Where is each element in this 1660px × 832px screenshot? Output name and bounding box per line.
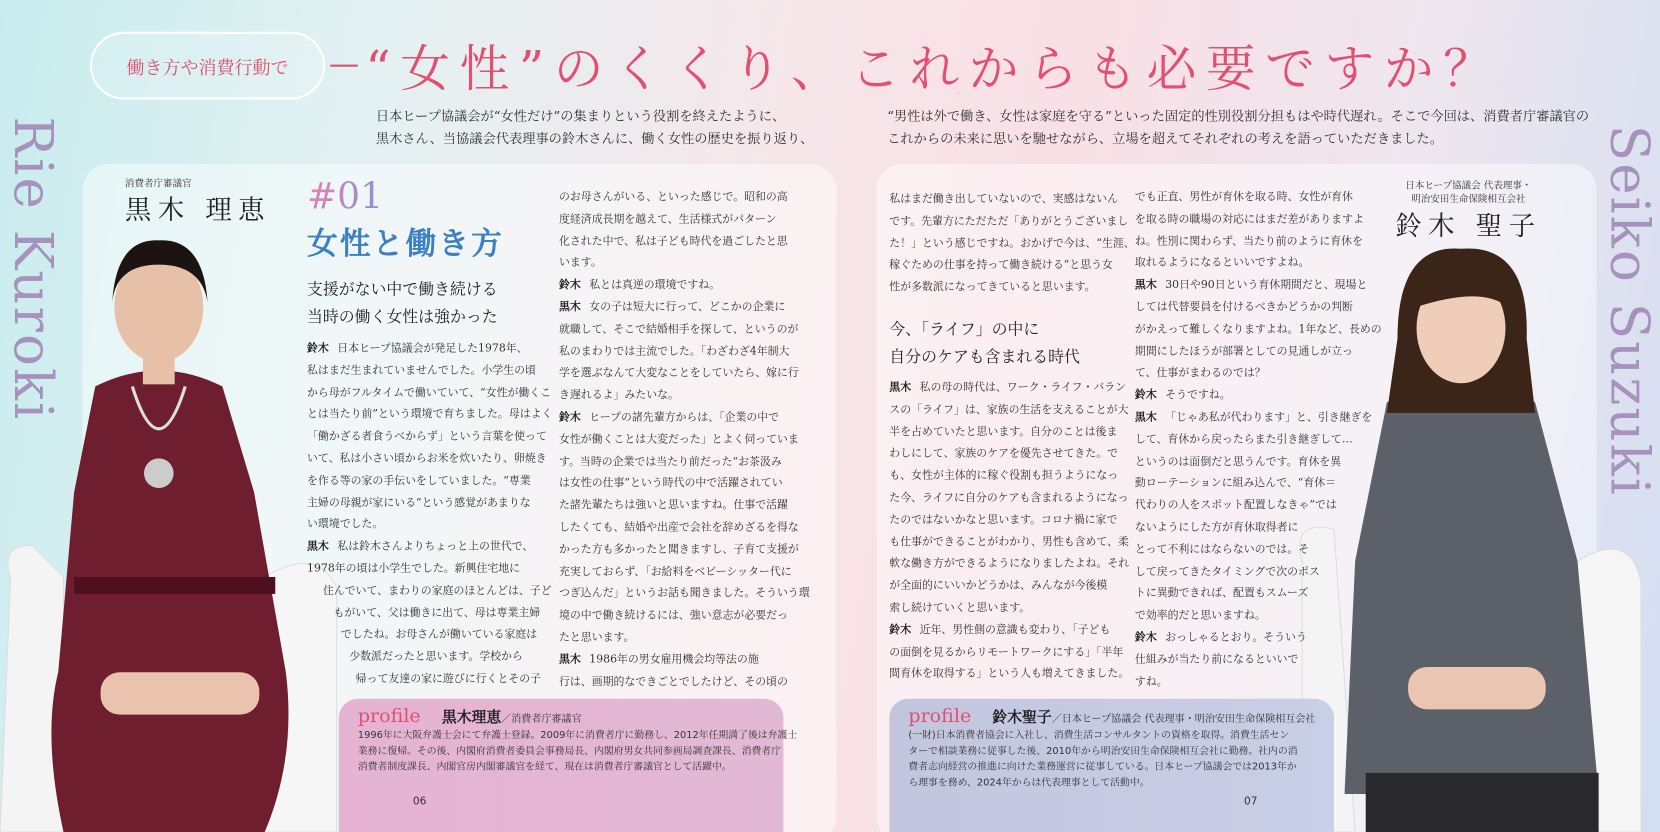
line-text: して戻ってきたタイミングで次のポス	[1134, 564, 1320, 578]
line-text: 動ローテーションに組み込んで、“育休＝	[1134, 476, 1337, 490]
body-line	[559, 517, 810, 539]
line-text: 近年、男性側の意識も変わり、「子ども	[919, 623, 1111, 637]
heading-line: 支援がない中で働き続ける	[307, 279, 498, 299]
intro-line: これからの未来に思いを馳せながら、立場を超えてそれぞれの考えを語っていただきました。	[887, 130, 1444, 147]
profile-line: 業務に復帰。その後、内閣府消費者委員会事務局長、内閣府男女共同参画局調査課長、消費者庁	[357, 745, 782, 757]
body-line	[307, 580, 552, 602]
body-line	[559, 318, 810, 340]
left-name: 黒木 理恵	[124, 194, 271, 226]
line-text: 軟な働き方ができるようになりましたよね。それ	[889, 557, 1130, 570]
body-line	[1135, 627, 1382, 649]
body-line	[1135, 296, 1382, 318]
line-text: 間育休を取得する」という人も増えてきました。	[889, 667, 1130, 681]
body-line	[1135, 451, 1382, 473]
intro-line: 黒木さん、当協議会代表理事の鈴木さんに、働く女性の歴史を振り返り、	[375, 130, 814, 147]
line-text: です。先輩方にただただ「ありがとうございまし	[889, 214, 1129, 228]
body-line	[889, 255, 1134, 277]
line-text: とって不利にはならないのでは。そ	[1134, 542, 1310, 556]
body-line	[559, 649, 810, 671]
line-text: 少数派だったと思います。学校から	[349, 650, 523, 663]
body-line	[1135, 230, 1382, 252]
body-line	[1135, 274, 1382, 296]
page-title: “女性”のくくり、これからも必要ですか？	[365, 40, 1503, 99]
right-name-label	[1395, 178, 1541, 244]
body-line	[307, 404, 552, 426]
line-text: がかえって難しくなりますよね。1年など、長めの	[1134, 322, 1382, 336]
body-line	[889, 399, 1129, 421]
line-text: 1986年の男女雇用機会均等法の施	[589, 652, 759, 666]
body-column-4	[1135, 186, 1382, 692]
line-text: すね。	[1134, 674, 1168, 688]
body-column-2	[559, 186, 810, 692]
line-text: た今、ライフに自分のケアも含まれるようになっ	[889, 491, 1129, 504]
section-heading	[307, 275, 498, 330]
body-line	[1135, 362, 1382, 384]
line-text: して、育休から戻ったらまた引き継ぎして…	[1134, 432, 1353, 446]
speaker-name: 鈴木	[1134, 388, 1157, 402]
body-line	[307, 646, 552, 668]
body-line	[559, 186, 810, 208]
body-line	[307, 470, 552, 492]
body-line	[559, 208, 810, 230]
right-name: 鈴木 聖子	[1395, 210, 1542, 242]
body-line	[889, 575, 1129, 597]
line-text: 私は鈴木さんよりちょっと上の世代で、	[337, 540, 534, 553]
line-text: 稼ぐための仕事を持って働き続ける”と思う女	[889, 258, 1113, 272]
line-text: 女性が働くことは大変だった」とよく伺っていま	[558, 432, 799, 446]
section-title: 女性と働き方	[307, 225, 504, 262]
line-text: のお母さんがいる、といった感じで。昭和の高	[558, 190, 788, 204]
profile-suzuki	[889, 699, 1334, 832]
line-text: というのは面倒だと思うんです。育休を異	[1134, 454, 1342, 468]
page-number-right: 07	[1243, 796, 1258, 808]
intro-line: “男性は外で働き、女性は家庭を守る”といった固定的性別役割分担もはや時代遅れ。そこで今回は、消費者庁審議官の	[887, 107, 1590, 124]
body-line	[559, 340, 810, 362]
line-text: そうですね。	[1165, 388, 1231, 402]
body-line	[307, 536, 552, 558]
body-line	[1135, 561, 1382, 583]
body-line	[1135, 186, 1382, 208]
body-line	[559, 495, 810, 517]
line-text: が全面的にいいかどうかは、みんなが今後模	[889, 579, 1108, 592]
line-text: を作る等の家の手伝いをしていました。“専業	[307, 474, 531, 487]
body-column-3b	[889, 377, 1129, 685]
body-line	[1135, 539, 1382, 561]
body-line	[889, 465, 1129, 487]
line-text: も、女性が主体的に稼ぐ役割も担うようになっ	[889, 469, 1119, 482]
body-line	[889, 619, 1129, 641]
line-text: 私はまだ生まれていませんでした。小学生の頃	[307, 363, 536, 377]
body-line	[559, 605, 810, 627]
line-text: を取る時の職場の対応にはまだ差がありますよ	[1134, 212, 1364, 226]
intro-left	[376, 105, 814, 149]
line-text: ね。性別に関わらず、当たり前のように育休を	[1134, 234, 1363, 248]
line-text: 代わりの人をスポット配置しなきゃ”では	[1134, 498, 1337, 512]
body-line	[307, 426, 552, 448]
body-line	[889, 553, 1129, 575]
line-text: 1978年の頃は小学生でした。新興住宅地に	[307, 562, 521, 575]
line-text: 学を選ぶなんて大変なことをしていたら、嫁に行	[558, 366, 799, 380]
speaker-name: 黒木	[307, 540, 329, 553]
body-line	[1135, 318, 1382, 340]
line-text: き遅れるよ」みたいな。	[558, 388, 679, 402]
body-line	[889, 210, 1134, 232]
speaker-name: 鈴木	[1134, 630, 1157, 644]
line-text: 私はまだ働き出していないので、実感はないん	[889, 192, 1119, 206]
line-text: 住んでいて、まわりの家庭のほとんどは、子ど	[322, 584, 552, 597]
line-text: い環境でした。	[307, 518, 384, 531]
body-line	[559, 583, 810, 605]
profile-line: (一財)日本消費者協会に入社し、消費生活コンサルタントの資格を取得。消費生活セン	[908, 729, 1290, 742]
line-text: たと思います。	[558, 630, 635, 644]
speaker-name: 鈴木	[558, 278, 581, 292]
profile-line: 消費者制度課長、内閣官房内閣審議官を経て、現在は消費者庁審議官として活躍中。	[357, 761, 732, 773]
body-line	[1135, 407, 1382, 429]
body-line	[559, 671, 810, 693]
speaker-name: 黒木	[889, 381, 912, 394]
line-text: は女性の仕事”という時代の中で活躍されてい	[558, 476, 783, 490]
profile-tag: profile	[908, 705, 972, 728]
body-line	[1135, 252, 1382, 274]
body-line	[307, 448, 552, 470]
line-text: 度経済成長期を越えて、生活様式がパターン	[558, 212, 777, 226]
speaker-name: 黒木	[1134, 278, 1157, 292]
left-role: 消費者庁審議官	[124, 178, 192, 190]
page-number-left: 06	[412, 796, 427, 808]
speaker-name: 鈴木	[307, 341, 329, 355]
line-text: わしにして、家族のケアを優先させてきた。で	[889, 447, 1119, 460]
body-line	[889, 597, 1129, 619]
line-text: 30日や90日という育休期間だと、現場と	[1165, 278, 1368, 292]
intro-line: 日本ヒープ協議会が“女性だけ”の集まりという役割を終えたように、	[375, 107, 786, 124]
body-line	[889, 531, 1129, 553]
body-line	[889, 188, 1134, 210]
body-line	[1135, 517, 1382, 539]
vertical-name-right: Seiko Suzuki	[1598, 124, 1660, 497]
body-line	[559, 429, 810, 451]
body-line	[889, 641, 1129, 663]
body-line	[1135, 208, 1382, 230]
line-text: 私の母の時代は、ワーク・ライフ・バラン	[919, 381, 1127, 394]
line-text: 主婦の母親が家にいる”という感覚があまりな	[307, 496, 531, 509]
body-line	[307, 514, 552, 536]
line-text: 性が多数派になってきていると思います。	[889, 280, 1096, 294]
line-text: スの「ライフ」は、家族の生活を支えることが大	[889, 403, 1129, 416]
right-role: 明治安田生命保険相互会社	[1411, 194, 1526, 206]
body-line	[889, 509, 1129, 531]
line-text: す。当時の企業では当たり前だった“お茶汲み	[558, 454, 782, 468]
profile-line: 1996年に大阪弁護士会にて弁護士登録。2009年に消費者庁に勤務し、2012年任期満了後は弁護士	[357, 729, 798, 742]
profile-line: ら理事を務め、2024年からは代表理事として活動中。	[908, 777, 1150, 789]
profile-kuroki	[339, 699, 798, 832]
body-line	[559, 274, 810, 296]
line-text: 行は、画期的なできごとでしたけど、その頃の	[558, 674, 788, 688]
line-text: 境の中で働き続けるには、強い意志が必要だっ	[558, 608, 788, 622]
heading-line: 当時の働く女性は強かった	[307, 307, 498, 327]
line-text: 就職して、そこで結婚相手を探して、というのが	[558, 322, 799, 336]
body-line	[307, 602, 552, 624]
profile-name: 鈴木聖子	[992, 709, 1052, 727]
line-text: 化された中で、私は子ども時代を過ごしたと思	[558, 234, 788, 248]
line-text: おっしゃるとおり。そういう	[1165, 630, 1307, 644]
line-text: いて、私は小さい頃からお米を炊いたり、卵焼き	[307, 452, 547, 465]
body-line	[1135, 649, 1382, 671]
body-line	[559, 451, 810, 473]
line-text: て、仕事がまわるのでは？	[1134, 366, 1266, 380]
line-text: で効率的だと思いますね。	[1134, 608, 1266, 622]
heading-line: 今、「ライフ」の中に	[889, 319, 1040, 339]
speaker-name: 黒木	[558, 652, 581, 666]
body-line	[307, 382, 552, 404]
body-column-3a	[889, 188, 1134, 298]
line-text: つぎ込んだ」というお話も聞きました。そういう環	[558, 586, 810, 600]
speaker-name: 鈴木	[889, 623, 912, 637]
body-line	[559, 561, 810, 583]
line-text: 半を占めていたと思います。自分のことは後ま	[889, 425, 1118, 438]
body-line	[889, 377, 1129, 399]
line-text: の面倒を見るからリモートワークにする」「半年	[889, 645, 1124, 659]
body-line	[889, 443, 1129, 465]
body-line	[1135, 583, 1382, 605]
line-text: 帰って友達の家に遊びに行くとその子	[355, 672, 542, 685]
line-text: 日本ヒープ協議会が発足した1978年、	[337, 341, 528, 355]
line-text: 取れるようになるといいですよね。	[1134, 256, 1310, 270]
line-text: 索し続けていくと思います。	[889, 601, 1031, 615]
line-text: 私のまわりでは主流でした。「わざわざ4年制大	[558, 344, 790, 358]
body-line	[307, 668, 552, 690]
body-line	[1135, 429, 1382, 451]
section-number: #01	[307, 175, 384, 219]
body-line	[889, 663, 1129, 685]
line-text: でも正直、男性が育休を取る時、女性が育休	[1134, 190, 1353, 204]
body-line	[559, 362, 810, 384]
heading-line: 自分のケアも含まれる時代	[889, 347, 1080, 367]
left-name-label	[125, 176, 271, 228]
body-column-1	[307, 338, 552, 690]
line-text: 「じゃあ私が代わります」と、引き継ぎを	[1165, 410, 1373, 424]
body-line	[307, 558, 552, 580]
speaker-name: 黒木	[1134, 410, 1157, 424]
body-line	[559, 473, 810, 495]
line-text: 仕組みが当たり前になるといいで	[1134, 652, 1299, 666]
body-line	[1135, 340, 1382, 362]
line-text: た諸先輩たちは強いと思いますね。仕事で活躍	[558, 498, 788, 512]
line-text: 女の子は短大に行って、どこかの企業に	[589, 300, 786, 314]
line-text: 期間にしたほうが部署としての見通しが立っ	[1134, 344, 1353, 358]
line-text: た！」という感じですね。おかげで今は、“生涯、	[889, 236, 1135, 250]
line-text: ヒープの諸先輩方からは、「企業の中で	[589, 410, 780, 424]
body-line	[559, 230, 810, 252]
profile-line: ターで相談業務に従事した後、2010年から明治安田生命保険相互会社に勤務。社内の消	[908, 745, 1298, 757]
section-subheading	[889, 315, 1080, 370]
body-line	[559, 296, 810, 318]
body-line	[559, 627, 810, 649]
body-line	[889, 421, 1129, 443]
line-text: 充実しておらず、「お給料をベビーシッター代に	[558, 564, 792, 578]
line-text: から母がフルタイムで働いていて、“女性が働くこ	[307, 385, 552, 399]
body-line	[307, 360, 552, 382]
kicker-pill: 働き方や消費行動で	[90, 32, 325, 100]
body-line	[307, 492, 552, 514]
intro-right	[887, 105, 1589, 149]
line-text: したくても、結婚や出産で会社を辞めざるを得な	[558, 520, 799, 534]
line-text: もがいて、父は働きに出て、母は専業主婦	[333, 606, 541, 619]
right-role: 日本ヒープ協議会 代表理事・	[1405, 181, 1532, 192]
body-line	[1135, 384, 1382, 406]
body-line	[1135, 473, 1382, 495]
body-line	[889, 487, 1129, 509]
title-dash	[330, 65, 358, 67]
profile-line: 費者志向経営の推進に向けた業務運営に従事している。日本ヒープ協議会では2013年か	[908, 761, 1297, 773]
line-text: います。	[558, 256, 602, 270]
body-line	[307, 624, 552, 646]
profile-name: 黒木理恵	[441, 709, 502, 727]
line-text: たのではないかなと思います。コロナ禍に家で	[889, 513, 1118, 526]
body-line	[889, 232, 1134, 254]
line-text: トに異動できれば、配置もスムーズ	[1134, 586, 1309, 600]
body-line	[889, 277, 1134, 299]
speaker-name: 鈴木	[558, 410, 581, 424]
profile-role: ／消費者庁審議官	[501, 713, 582, 726]
line-text: 「働かざる者食うべからず」という言葉を使って	[307, 430, 547, 443]
body-line	[1135, 605, 1382, 627]
profile-role: ／日本ヒープ協議会 代表理事・明治安田生命保険相互会社	[1051, 713, 1316, 726]
body-line	[1135, 671, 1382, 693]
vertical-name-left: Rie Kuroki	[2, 116, 64, 422]
line-text: しては代替要員を付けるべきかどうかの判断	[1134, 300, 1353, 314]
body-line	[1135, 495, 1382, 517]
line-text: でしたね。お母さんが働いている家庭は	[340, 628, 538, 641]
body-line	[559, 384, 810, 406]
line-text: とは当たり前”という環境で育ちました。母はよく	[307, 408, 553, 421]
body-line	[559, 407, 810, 429]
line-text: かった方も多かったと聞きますし、子育て支援が	[558, 542, 799, 556]
line-text: も仕事ができることがわかり、男性も含めて、柔	[889, 535, 1129, 548]
speaker-name: 黒木	[558, 300, 581, 314]
body-line	[559, 252, 810, 274]
profile-tag: profile	[357, 705, 421, 728]
body-line	[559, 539, 810, 561]
body-line	[307, 338, 552, 360]
line-text: ないようにした方が育休取得者に	[1134, 520, 1299, 534]
line-text: 私とは真逆の環境ですね。	[589, 278, 721, 292]
